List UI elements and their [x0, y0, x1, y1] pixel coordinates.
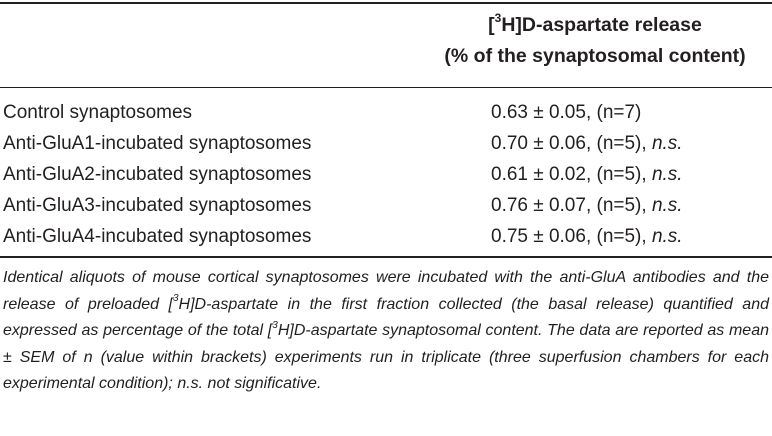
row-label: Anti-GluA4-incubated synaptosomes — [3, 226, 312, 247]
table-top-rule — [0, 2, 772, 4]
table-footnote: Identical aliquots of mouse cortical synaptosomes were incubated with the anti-GluA antibodies and the release of preloaded [$^3$H]D-aspartate in the first fraction collected (the basal release) quantified and expressed as percentage of the total [$^3$H]D-aspartate synaptosomal content. The data are reported as mean ± SEM of n (value within brackets) experiments run in triplicate (three superfusion chambers for each experimental condition); n.s. not significative. — [3, 269, 769, 392]
table-row — [0, 128, 772, 159]
row-value: 0.76 ± 0.07, (n=5), n.s. — [491, 195, 683, 216]
table-row — [0, 159, 772, 190]
table-row — [0, 190, 772, 221]
row-label: Anti-GluA1-incubated synaptosomes — [3, 133, 312, 154]
table-row — [0, 221, 772, 252]
row-value: 0.63 ± 0.05, (n=7) — [491, 102, 642, 123]
row-label: Control synaptosomes — [3, 102, 193, 123]
column-header-line1: [$^3$H]D-aspartate release — [488, 10, 702, 36]
row-label: Anti-GluA3-incubated synaptosomes — [3, 195, 312, 216]
column-header-line2: (% of the synaptosomal content) — [444, 45, 746, 67]
row-value: 0.61 ± 0.02, (n=5), n.s. — [491, 164, 683, 185]
table-row — [0, 97, 772, 128]
table-bottom-rule — [0, 256, 772, 258]
table-header-rule — [0, 87, 772, 88]
row-value: 0.75 ± 0.06, (n=5), n.s. — [491, 226, 683, 247]
row-label: Anti-GluA2-incubated synaptosomes — [3, 164, 312, 185]
row-value: 0.70 ± 0.06, (n=5), n.s. — [491, 133, 683, 154]
column-header — [420, 10, 770, 72]
